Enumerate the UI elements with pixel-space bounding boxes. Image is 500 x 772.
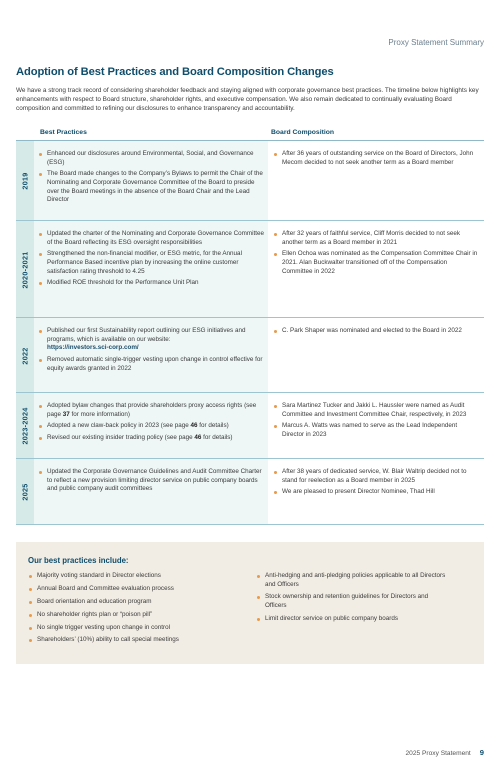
- column-header-best-practices: Best Practices: [40, 129, 87, 136]
- best-practices-title: Our best practices include:: [28, 556, 129, 565]
- list-item: Adopted bylaw changes that provide shareholders proxy access rights (see page 37 for more information): [38, 402, 264, 419]
- list-item: [38, 327, 264, 353]
- board-composition-cell: [273, 230, 479, 279]
- year-label-band: [16, 393, 34, 459]
- page-title: Adoption of Best Practices and Board Composition Changes: [16, 66, 334, 78]
- best-practices-column-1: [28, 572, 228, 649]
- list-item: No single trigger vesting upon change in control: [28, 624, 228, 633]
- sustainability-website-link[interactable]: https://investors.sci-corp.com/: [47, 344, 139, 352]
- year-label-band: [16, 318, 34, 393]
- list-item: Anti-hedging and anti-pledging policies applicable to all Directors and Officers: [256, 572, 446, 589]
- list-item: After 32 years of faithful service, Cliff Morris decided to not seek another term as a Board member in 2021: [273, 230, 479, 247]
- year-label: 2019: [20, 172, 30, 190]
- list-item: Board orientation and education program: [28, 598, 228, 607]
- list-item: After 36 years of outstanding service on the Board of Directors, John Mecom decided to not seek another term as a Board member: [273, 150, 479, 167]
- section-header: Proxy Statement Summary: [388, 38, 484, 47]
- timeline-row-2019: [16, 141, 484, 221]
- year-label: 2020-2021: [20, 250, 30, 289]
- list-item: Majority voting standard in Director elections: [28, 572, 228, 581]
- list-item: Modified ROE threshold for the Performance Unit Plan: [38, 279, 264, 288]
- page-reference: 46: [194, 434, 202, 442]
- list-item: Updated the Corporate Governance Guidelines and Audit Committee Charter to reflect a new provision limiting director service on public company boards and public company audit committees: [38, 468, 264, 494]
- list-item: We are pleased to present Director Nominee, Thad Hill: [273, 488, 479, 497]
- intro-paragraph: We have a strong track record of considering shareholder feedback and staying aligned with corporate governance best practices. The timeline below highlights key enhancements with respect to Board structure, shareholder rights, and executive compensation. We also remain dedicated to continually evaluating Board composition and committed to refining our disclosures to enhance transparency and accountability.: [16, 87, 479, 113]
- column-header-board-composition: Board Composition: [271, 129, 335, 136]
- list-item: Updated the charter of the Nominating and Corporate Governance Committee of the Board reflecting its ESG oversight responsibilities: [38, 230, 264, 247]
- footer-doc-title: 2025 Proxy Statement: [405, 750, 471, 757]
- list-item: Sara Martinez Tucker and Jakki L. Haussler were named as Audit Committee and Investment Committee Chair, respectively, in 2023: [273, 402, 479, 419]
- list-item: C. Park Shaper was nominated and elected to the Board in 2022: [273, 327, 479, 336]
- row-divider: [16, 524, 484, 525]
- page-reference: 46: [190, 422, 198, 430]
- list-item: The Board made changes to the Company’s Bylaws to permit the Chair of the Nominating and Corporate Governance Committee of the Board to preside over the Board meetings in the absence of the Board Chair and the Lead Director: [38, 170, 264, 204]
- list-item: Shareholders’ (10%) ability to call special meetings: [28, 636, 228, 645]
- list-item: Limit director service on public company boards: [256, 615, 446, 624]
- page-reference: 37: [62, 410, 70, 418]
- best-practices-box: [16, 542, 484, 664]
- list-item: Annual Board and Committee evaluation process: [28, 585, 228, 594]
- board-composition-cell: [273, 150, 479, 170]
- best-practices-cell: [38, 468, 264, 497]
- page-number: 9: [479, 748, 484, 757]
- list-item: Revised our existing insider trading policy (see page 46 for details): [38, 434, 264, 443]
- list-item-text: Published our first Sustainability report outlining our ESG initiatives and programs, which is available on our website:: [47, 327, 246, 343]
- list-item: Stock ownership and retention guidelines for Directors and Officers: [256, 593, 446, 610]
- timeline-row-2025: [16, 459, 484, 525]
- best-practices-column-2: [256, 572, 446, 628]
- year-label: 2023-2024: [20, 407, 30, 445]
- list-item: Marcus A. Watts was named to serve as the Lead Independent Director in 2023: [273, 422, 479, 439]
- year-label: 2025: [20, 483, 30, 501]
- page-footer: [406, 748, 484, 757]
- board-composition-cell: [273, 327, 479, 339]
- list-item: Ellen Ochoa was nominated as the Compensation Committee Chair in 2021. Alan Buckwalter transitioned off of the Compensation Committee in 2022: [273, 250, 479, 276]
- timeline-row-2020-2021: [16, 221, 484, 318]
- board-composition-cell: [273, 402, 479, 443]
- board-composition-cell: [273, 468, 479, 500]
- timeline-row-2022: [16, 318, 484, 393]
- best-practices-cell: [38, 150, 264, 208]
- list-item: No shareholder rights plan or “poison pill”: [28, 611, 228, 620]
- list-item: Adopted a new claw-back policy in 2023 (see page 46 for details): [38, 422, 264, 431]
- year-label-band: [16, 459, 34, 525]
- list-item: After 38 years of dedicated service, W. Blair Waltrip decided not to stand for reelection as a Board member in 2025: [273, 468, 479, 485]
- list-item: Enhanced our disclosures around Environmental, Social, and Governance (ESG): [38, 150, 264, 167]
- best-practices-cell: [38, 402, 264, 446]
- list-item: Removed automatic single-trigger vesting upon change in control effective for equity awards granted in 2022: [38, 356, 264, 373]
- list-item: Strengthened the non-financial modifier, or ESG metric, for the Annual Performance Based incentive plan by increasing the online customer satisfaction rating threshold to 4.25: [38, 250, 264, 276]
- best-practices-cell: [38, 230, 264, 291]
- timeline-row-2023-2024: [16, 393, 484, 459]
- year-label-band: [16, 141, 34, 221]
- year-label-band: [16, 221, 34, 318]
- year-label: 2022: [20, 346, 30, 365]
- best-practices-cell: [38, 327, 264, 376]
